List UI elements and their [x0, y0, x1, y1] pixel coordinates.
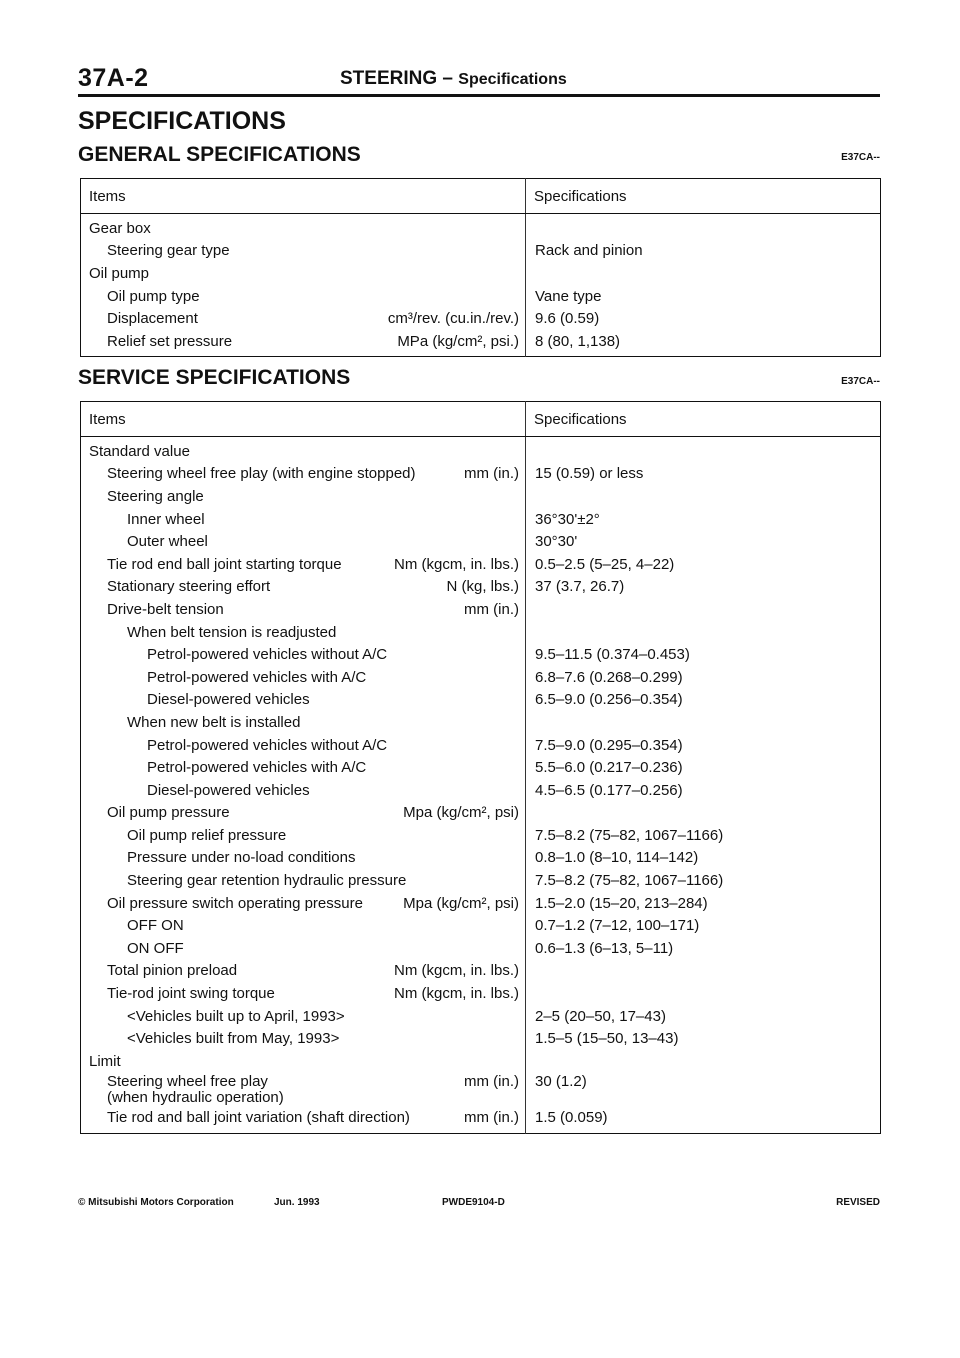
table-row [81, 734, 881, 757]
item-cell [81, 643, 526, 666]
header-dash: – [442, 68, 453, 89]
table-row [81, 307, 881, 330]
table-row [81, 937, 881, 960]
item-label: Limit [89, 1052, 121, 1070]
header-section: STEERING [340, 68, 438, 89]
item-label: Diesel-powered vehicles [147, 691, 310, 709]
general-specs-heading: GENERAL SPECIFICATIONS [78, 143, 361, 166]
col-header-items: Items [81, 179, 526, 214]
item-unit: Mpa (kg/cm², psi) [403, 894, 519, 912]
table-header-row [81, 179, 881, 214]
item-cell [81, 756, 526, 779]
table-row [81, 330, 881, 356]
item-cell [81, 734, 526, 757]
spec-value: 8 (80, 1,138) [526, 330, 881, 356]
spec-value [526, 621, 881, 644]
spec-value: 1.5 (0.059) [526, 1107, 881, 1134]
item-label: Steering angle [107, 487, 204, 505]
service-specs-code: E37CA-- [841, 376, 880, 387]
item-cell [81, 621, 526, 644]
item-unit: mm (in.) [464, 600, 519, 618]
spec-value [526, 598, 881, 621]
item-label: Gear box [89, 219, 151, 237]
item-label: Pressure under no-load conditions [127, 849, 356, 867]
spec-value: 0.6–1.3 (6–13, 5–11) [526, 937, 881, 960]
spec-value [526, 960, 881, 983]
item-label: Diesel-powered vehicles [147, 781, 310, 799]
table-row [81, 802, 881, 825]
spec-value: 7.5–8.2 (75–82, 1067–1166) [526, 869, 881, 892]
table-row [81, 576, 881, 599]
table-row [81, 779, 881, 802]
item-cell [81, 711, 526, 734]
item-cell [81, 666, 526, 689]
item-cell [81, 598, 526, 621]
spec-value: 6.5–9.0 (0.256–0.354) [526, 689, 881, 712]
spec-value [526, 1050, 881, 1073]
table-row [81, 1005, 881, 1028]
item-cell [81, 779, 526, 802]
spec-value: 2–5 (20–50, 17–43) [526, 1005, 881, 1028]
table-row [81, 437, 881, 463]
item-label: ON OFF [127, 939, 184, 957]
item-cell [81, 937, 526, 960]
spec-value [526, 711, 881, 734]
spec-value: 9.5–11.5 (0.374–0.453) [526, 643, 881, 666]
item-cell [81, 914, 526, 937]
item-cell [81, 1107, 526, 1134]
service-specs-heading: SERVICE SPECIFICATIONS [78, 366, 351, 389]
item-cell [81, 1005, 526, 1028]
item-unit: Mpa (kg/cm², psi) [403, 804, 519, 822]
table-row [81, 508, 881, 531]
item-label: Relief set pressure [107, 332, 233, 350]
col-header-specs: Specifications [526, 402, 881, 437]
item-unit: cm³/rev. (cu.in./rev.) [387, 310, 519, 328]
item-cell [81, 307, 526, 330]
item-cell [81, 285, 526, 308]
table-row [81, 621, 881, 644]
item-label: Inner wheel [127, 510, 205, 528]
spec-value: 0.5–2.5 (5–25, 4–22) [526, 553, 881, 576]
spec-value: 5.5–6.0 (0.217–0.236) [526, 756, 881, 779]
spec-value [526, 262, 881, 285]
spec-value [526, 437, 881, 463]
spec-value: 4.5–6.5 (0.177–0.256) [526, 779, 881, 802]
spec-value: 15 (0.59) or less [526, 463, 881, 486]
table-row [81, 214, 881, 240]
table-row [81, 711, 881, 734]
table-row [81, 463, 881, 486]
footer-copyright: © Mitsubishi Motors Corporation [78, 1197, 234, 1208]
spec-value: 37 (3.7, 26.7) [526, 576, 881, 599]
spec-value: 6.8–7.6 (0.268–0.299) [526, 666, 881, 689]
item-cell [81, 463, 526, 486]
item-cell [81, 1073, 526, 1107]
item-cell [81, 824, 526, 847]
item-label: Petrol-powered vehicles with A/C [147, 668, 367, 686]
table-header-row [81, 402, 881, 437]
item-label: OFF ON [127, 917, 184, 935]
item-label: When new belt is installed [127, 713, 301, 731]
item-cell [81, 262, 526, 285]
spec-value: 7.5–9.0 (0.295–0.354) [526, 734, 881, 757]
general-specs-table [80, 178, 881, 357]
table-row [81, 982, 881, 1005]
item-label: Steering gear retention hydraulic pressure [127, 872, 407, 890]
table-row [81, 1050, 881, 1073]
item-label: Oil pump pressure [107, 804, 230, 822]
item-unit: Nm (kgcm, in. lbs.) [393, 555, 519, 573]
item-label: Oil pressure switch operating pressure [107, 894, 363, 912]
item-label: Oil pump relief pressure [127, 826, 287, 844]
item-cell [81, 437, 526, 463]
spec-value: 7.5–8.2 (75–82, 1067–1166) [526, 824, 881, 847]
item-label: Standard value [89, 442, 190, 460]
spec-value: 1.5–2.0 (15–20, 213–284) [526, 892, 881, 915]
item-label: Petrol-powered vehicles without A/C [147, 736, 388, 754]
item-unit: mm (in.) [464, 1109, 519, 1127]
item-unit: Nm (kgcm, in. lbs.) [393, 985, 519, 1003]
item-cell [81, 576, 526, 599]
item-unit: N (kg, lbs.) [446, 578, 519, 596]
item-cell [81, 1050, 526, 1073]
item-unit: Nm (kgcm, in. lbs.) [393, 962, 519, 980]
item-cell [81, 530, 526, 553]
table-row [81, 1027, 881, 1050]
spec-value [526, 802, 881, 825]
spec-value: Vane type [526, 285, 881, 308]
item-cell [81, 330, 526, 356]
table-row [81, 643, 881, 666]
table-row [81, 285, 881, 308]
header-subsection: Specifications [458, 71, 567, 88]
table-row [81, 892, 881, 915]
item-label: Tie rod end ball joint starting torque [107, 555, 342, 573]
item-cell [81, 982, 526, 1005]
table-row [81, 598, 881, 621]
item-label: When belt tension is readjusted [127, 623, 337, 641]
spec-value: 30°30' [526, 530, 881, 553]
table-row [81, 240, 881, 263]
footer-status: REVISED [836, 1197, 880, 1208]
page-title: SPECIFICATIONS [78, 107, 286, 135]
table-row [81, 756, 881, 779]
item-label: Outer wheel [127, 533, 208, 551]
item-label: <Vehicles built up to April, 1993> [127, 1007, 345, 1025]
table-row [81, 847, 881, 870]
table-row [81, 960, 881, 983]
table-row [81, 553, 881, 576]
table-row [81, 689, 881, 712]
item-label: Displacement [107, 310, 198, 328]
item-cell [81, 869, 526, 892]
footer-doc-id: PWDE9104-D [442, 1197, 505, 1208]
footer-date: Jun. 1993 [274, 1197, 320, 1208]
spec-value: 30 (1.2) [526, 1073, 881, 1107]
item-label: Tie-rod joint swing torque [107, 985, 275, 1003]
table-row [81, 914, 881, 937]
col-header-specs: Specifications [526, 179, 881, 214]
table-row [81, 485, 881, 508]
table-row [81, 824, 881, 847]
header-title [340, 68, 567, 90]
table-row [81, 262, 881, 285]
item-label: Steering gear type [107, 242, 230, 260]
item-unit: mm (in.) [464, 465, 519, 483]
table-row [81, 869, 881, 892]
item-label: Tie rod and ball joint variation (shaft direction) [107, 1109, 410, 1127]
spec-value [526, 214, 881, 240]
spec-value: 0.8–1.0 (8–10, 114–142) [526, 847, 881, 870]
item-label-continued: (when hydraulic operation) [107, 1089, 284, 1107]
item-cell [81, 960, 526, 983]
col-header-items: Items [81, 402, 526, 437]
item-cell [81, 892, 526, 915]
page-header [78, 64, 880, 97]
item-label: Steering wheel free play [107, 1073, 268, 1091]
table-row [81, 530, 881, 553]
item-label: Total pinion preload [107, 962, 238, 980]
page-number: 37A-2 [78, 64, 149, 92]
item-unit: MPa (kg/cm², psi.) [397, 332, 519, 350]
table-row [81, 666, 881, 689]
table-row [81, 1107, 881, 1134]
general-specs-code: E37CA-- [841, 152, 880, 163]
item-label: Oil pump [89, 264, 150, 282]
spec-value: 0.7–1.2 (7–12, 100–171) [526, 914, 881, 937]
spec-value: 1.5–5 (15–50, 13–43) [526, 1027, 881, 1050]
item-cell [81, 214, 526, 240]
item-cell [81, 553, 526, 576]
item-cell [81, 847, 526, 870]
spec-value: 9.6 (0.59) [526, 307, 881, 330]
service-specs-table [80, 401, 881, 1134]
spec-value [526, 485, 881, 508]
item-cell [81, 802, 526, 825]
item-label: Oil pump type [107, 287, 200, 305]
spec-value: Rack and pinion [526, 240, 881, 263]
spec-value: 36°30'±2° [526, 508, 881, 531]
item-label: Petrol-powered vehicles with A/C [147, 759, 367, 777]
item-cell [81, 508, 526, 531]
item-label: Steering wheel free play (with engine stopped) [107, 465, 416, 483]
table-row [81, 1073, 881, 1107]
item-label: Petrol-powered vehicles without A/C [147, 646, 388, 664]
item-cell [81, 689, 526, 712]
item-cell [81, 240, 526, 263]
item-cell [81, 485, 526, 508]
item-label: Drive-belt tension [107, 600, 224, 618]
item-unit: mm (in.) [464, 1073, 519, 1091]
spec-value [526, 982, 881, 1005]
item-cell [81, 1027, 526, 1050]
item-label: Stationary steering effort [107, 578, 271, 596]
item-label: <Vehicles built from May, 1993> [127, 1030, 340, 1048]
